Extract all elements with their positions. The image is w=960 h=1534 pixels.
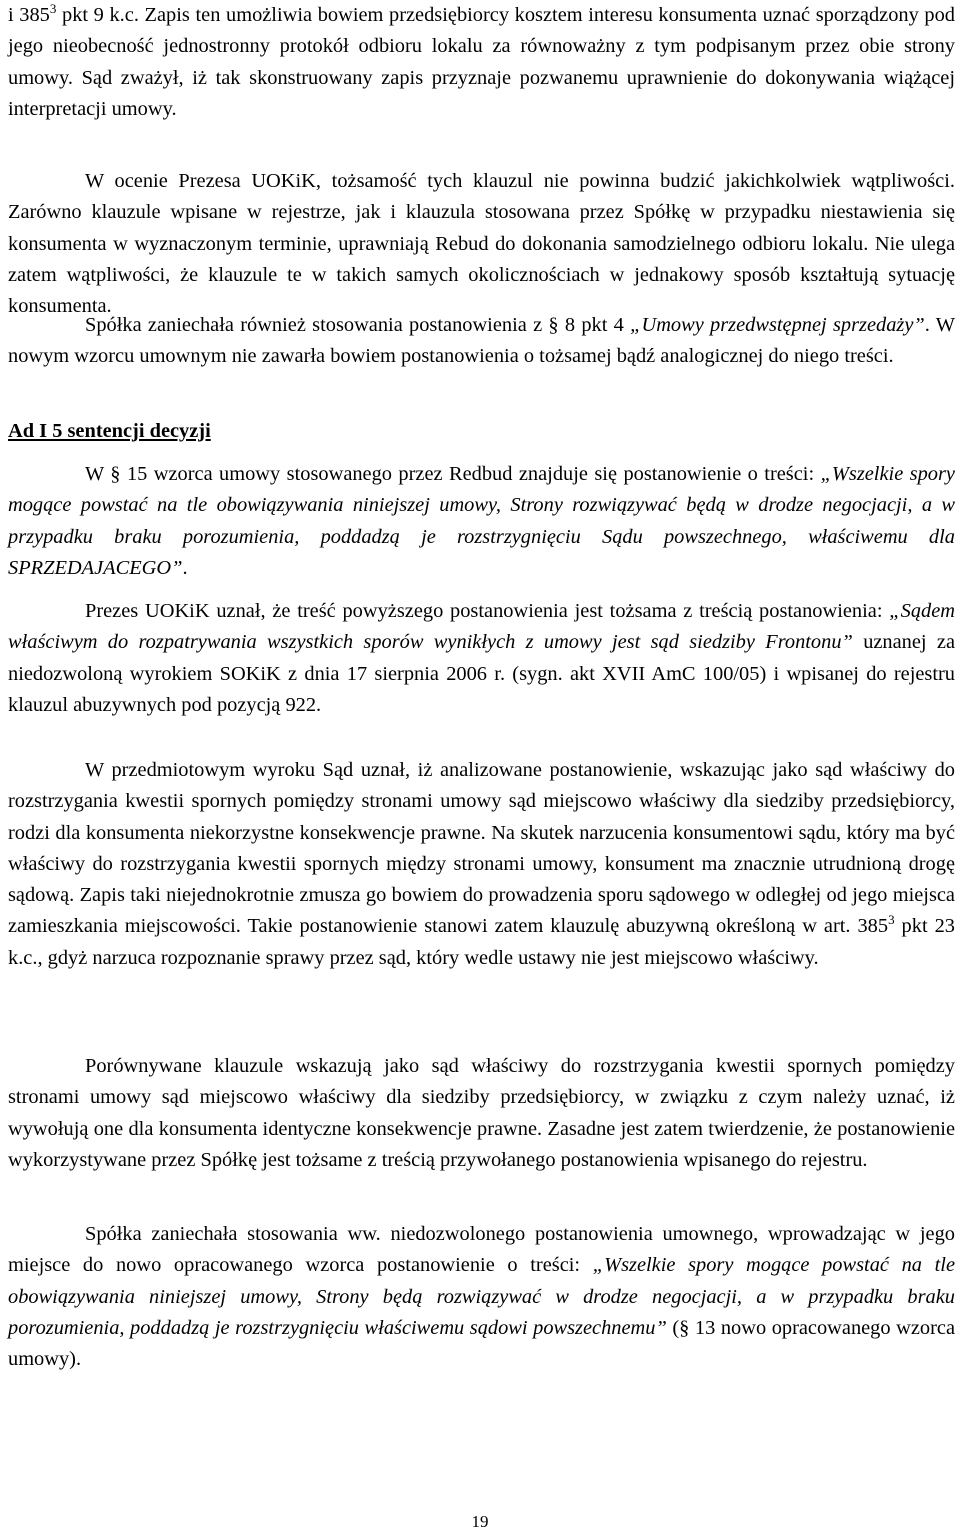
paragraph-7: Porównywane klauzule wskazują jako sąd właściwy do rozstrzygania kwestii spornych pomiędzy stronami umowy sąd miejscowo właściwy dla siedziby przedsiębiorcy, w związku z czym należy uznać, iż wywołują one dla konsumenta identyczne konsekwencje prawne. Zasadne jest zatem twierdzenie, że postanowienie wykorzystywane przez Spółkę jest tożsame z treścią przywołanego postanowienia wpisanego do rejestru. [8, 1055, 955, 1171]
superscript: 3 [888, 912, 895, 928]
section-heading: Ad I 5 sentencji decyzji [8, 420, 211, 442]
paragraph-5: Prezes UOKiK uznał, że treść powyższego postanowienia jest tożsama z treścią postanowienia: „Sądem właściwym do rozpatrywania wszystkich sporów wynikłych z umowy jest sąd siedziby Frontonu” uznanej za niedozwoloną wyrokiem SOKiK z dnia 17 sierpnia 2006 r. (sygn. akt XVII AmC 100/05) i wpisanej do rejestru klauzul abuzywnych pod pozycją 922. [8, 600, 956, 716]
paragraph-6: W przedmiotowym wyroku Sąd uznał, iż analizowane postanowienie, wskazując jako sąd właściwy do rozstrzygania kwestii spornych pomiędzy stronami umowy sąd miejscowo właściwy dla siedziby przedsiębiorcy, rodzi dla konsumenta niekorzystne konsekwencje prawne. Na skutek narzucenia konsumentowi sądu, który ma być właściwy do rozstrzygania kwestii spornych między stronami umowy, konsument ma znacznie utrudnioną drogę sądową. Zapis taki niejednokrotnie zmusza go bowiem do prowadzenia sporu sądowego w odległej od jego miejsca zamieszkania miejscowości. Takie postanowienie stanowi zatem klauzulę abuzywną określoną w art. $385^3$ pkt 23 k.c., gdyż narzuca rozpoznanie sprawy przez sąd, który wedle ustawy nie jest miejscowo właściwy. [8, 759, 955, 969]
paragraph-3: Spółka zaniechała również stosowania postanowienia z § 8 pkt 4 „Umowy przedwstępnej sprzedaży”. W nowym wzorcu umownym nie zawarła bowiem postanowienia o tożsamej bądź analogicznej do niego treści. [8, 314, 955, 368]
page-number: 19 [471, 1512, 489, 1531]
paragraph-2: W ocenie Prezesa UOKiK, tożsamość tych klauzul nie powinna budzić jakichkolwiek wątpliwości. Zarówno klauzule wpisane w rejestrze, jak i klauzula stosowana przez Spółkę w przypadku niestawienia się konsumenta w wyznaczonym terminie, uprawniają Rebud do dokonania samodzielnego odbioru lokalu. Nie ulega zatem wątpliwości, że klauzule te w takich samych okolicznościach w jednakowy sposób kształtują sytuację konsumenta. [8, 170, 955, 317]
quoted-clause: „Wszelkie spory mogące powstać na tle obowiązywania niniejszej umowy, Strony będą rozwiązywać w drodze negocjacji, a w przypadku braku porozumienia, poddadzą je rozstrzygnięciu właściwemu sądowi powszechnemu” [8, 1254, 956, 1339]
quoted-title: „Umowy przedwstępnej sprzedaży” [630, 314, 925, 336]
paragraph-1: i $385^3$ pkt 9 k.c. Zapis ten umożliwia bowiem przedsiębiorcy kosztem interesu konsumenta uznać sporządzony pod jego nieobecność jednostronny protokół odbioru lokalu za równoważny z tym podpisanym przez obie strony umowy. Sąd zważył, iż tak skonstruowany zapis przyznaje pozwanemu uprawnienie do dokonywania wiążącej interpretacji umowy. [8, 1, 955, 120]
quoted-clause: „Sądem właściwym do rozpatrywania wszystkich sporów wynikłych z umowy jest sąd siedziby Frontonu” [8, 600, 955, 654]
quoted-clause: „Wszelkie spory mogące powstać na tle obowiązywania niniejszej umowy, Strony rozwiązywać będą w drodze negocjacji, a w przypadku braku porozumienia, poddadzą je rozstrzygnięciu Sądu powszechnego, właściwemu dla SPRZEDAJACEGO” [8, 463, 955, 579]
paragraph-4: W § 15 wzorca umowy stosowanego przez Redbud znajduje się postanowienie o treści: „Wszelkie spory mogące powstać na tle obowiązywania niniejszej umowy, Strony rozwiązywać będą w drodze negocjacji, a w przypadku braku porozumienia, poddadzą je rozstrzygnięciu Sądu powszechnego, właściwemu dla SPRZEDAJACEGO”. [8, 463, 955, 579]
paragraph-8: Spółka zaniechała stosowania ww. niedozwolonego postanowienia umownego, wprowadzając w jego miejsce do nowo opracowanego wzorca postanowienie o treści: „Wszelkie spory mogące powstać na tle obowiązywania niniejszej umowy, Strony będą rozwiązywać w drodze negocjacji, a w przypadku braku porozumienia, poddadzą je rozstrzygnięciu właściwemu sądowi powszechnemu” (§ 13 nowo opracowanego wzorca umowy). [8, 1223, 956, 1370]
superscript: 3 [49, 1, 57, 16]
